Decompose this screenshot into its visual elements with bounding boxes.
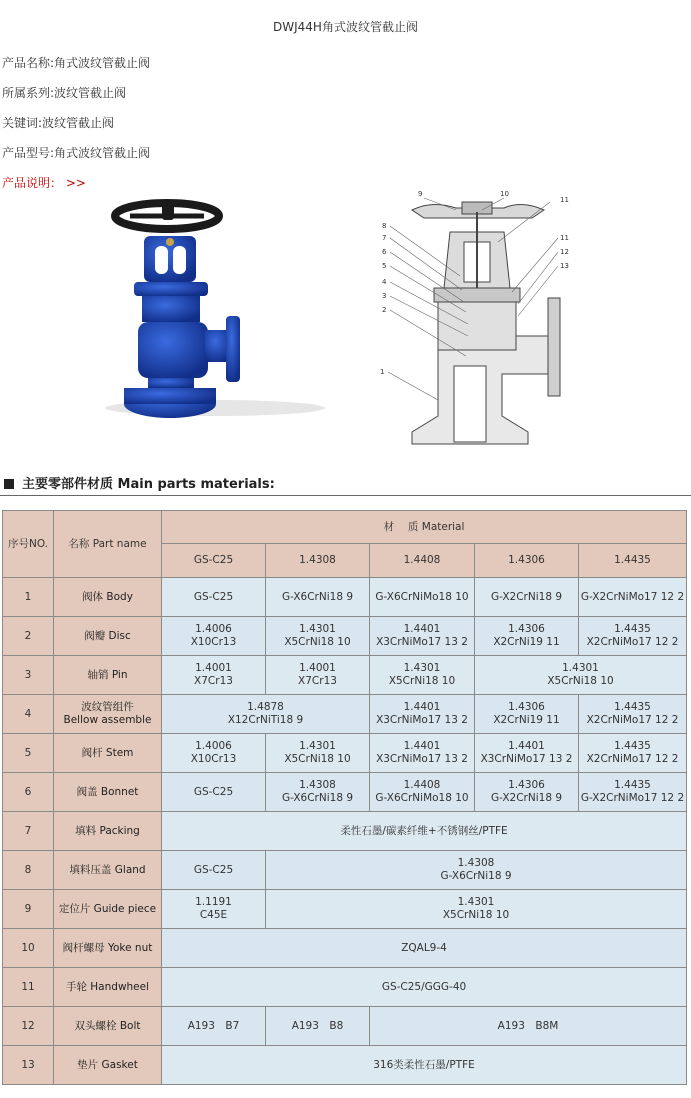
material-cell: 316类柔性石墨/PTFE (162, 1046, 687, 1085)
material-cell: A193 B8 (266, 1007, 370, 1046)
material-cell: 1.4001 X7Cr13 (266, 656, 370, 695)
material-cell: 1.4878 X12CrNiTi18 9 (162, 695, 370, 734)
part-name: 阀盖 Bonnet (54, 773, 162, 812)
row-number: 6 (3, 773, 54, 812)
material-cell: 1.4435 X2CrNiMo17 12 2 (579, 617, 687, 656)
grade-header: 1.4308 (266, 544, 370, 578)
material-cell: 柔性石墨/碳素纤维+不锈钢丝/PTFE (162, 812, 687, 851)
table-row (3, 968, 687, 1007)
part-name: 垫片 Gasket (54, 1046, 162, 1085)
section-title-text: 主要零部件材质 Main parts materials: (22, 477, 275, 492)
page-title: DWJ44H角式波纹管截止阀 (273, 20, 418, 34)
part-name: 阀瓣 Disc (54, 617, 162, 656)
table-row (3, 695, 687, 734)
material-cell: GS-C25/GGG-40 (162, 968, 687, 1007)
section-title (4, 473, 275, 492)
material-cell: G-X2CrNi18 9 (475, 578, 579, 617)
material-cell: 1.4301 X5CrNi18 10 (370, 656, 475, 695)
material-cell: 1.4301 X5CrNi18 10 (266, 734, 370, 773)
row-number: 11 (3, 968, 54, 1007)
product-keywords: 关键词:波纹管截止阀 (2, 116, 115, 130)
table-row (3, 1007, 687, 1046)
row-number: 7 (3, 812, 54, 851)
table-row (3, 773, 687, 812)
part-name: 手轮 Handwheel (54, 968, 162, 1007)
part-name: 波纹管组件 Bellow assemble (54, 695, 162, 734)
material-cell: 1.4001 X7Cr13 (162, 656, 266, 695)
svg-text:11: 11 (560, 234, 569, 242)
row-number: 8 (3, 851, 54, 890)
table-row (3, 929, 687, 968)
part-name: 阀杆螺母 Yoke nut (54, 929, 162, 968)
row-number: 9 (3, 890, 54, 929)
svg-text:7: 7 (382, 234, 387, 242)
part-name: 填料 Packing (54, 812, 162, 851)
row-number: 13 (3, 1046, 54, 1085)
table-row (3, 890, 687, 929)
material-cell: 1.4301 X5CrNi18 10 (475, 656, 687, 695)
valve-section-drawing (372, 186, 684, 448)
svg-text:4: 4 (382, 278, 387, 286)
svg-text:8: 8 (382, 222, 387, 230)
product-model: 产品型号:角式波纹管截止阀 (2, 146, 151, 160)
material-cell: 1.4401 X3CrNiMo17 13 2 (475, 734, 579, 773)
material-cell: 1.4408 G-X6CrNiMo18 10 (370, 773, 475, 812)
materials-table (2, 510, 687, 1085)
material-cell: 1.4308 G-X6CrNi18 9 (266, 851, 687, 890)
material-cell: 1.4401 X3CrNiMo17 13 2 (370, 695, 475, 734)
material-cell: 1.4306 X2CrNi19 11 (475, 617, 579, 656)
material-cell: G-X2CrNiMo17 12 2 (579, 578, 687, 617)
table-row (3, 812, 687, 851)
part-name: 轴销 Pin (54, 656, 162, 695)
material-cell: 1.4435 X2CrNiMo17 12 2 (579, 734, 687, 773)
row-number: 4 (3, 695, 54, 734)
grade-header: GS-C25 (162, 544, 266, 578)
material-cell: ZQAL9-4 (162, 929, 687, 968)
grade-header: 1.4306 (475, 544, 579, 578)
row-number: 1 (3, 578, 54, 617)
header-part-name: 名称 Part name (54, 511, 162, 578)
part-name: 定位片 Guide piece (54, 890, 162, 929)
material-cell: GS-C25 (162, 851, 266, 890)
table-row (3, 578, 687, 617)
material-cell: 1.4435 G-X2CrNiMo17 12 2 (579, 773, 687, 812)
table-row (3, 734, 687, 773)
material-cell: GS-C25 (162, 578, 266, 617)
product-name: 产品名称:角式波纹管截止阀 (2, 56, 151, 70)
svg-text:10: 10 (500, 190, 509, 198)
header-no: 序号NO. (3, 511, 54, 578)
row-number: 2 (3, 617, 54, 656)
part-name: 阀体 Body (54, 578, 162, 617)
product-series: 所属系列:波纹管截止阀 (2, 86, 127, 100)
material-cell: 1.1191 C45E (162, 890, 266, 929)
material-cell: 1.4301 X5CrNi18 10 (266, 617, 370, 656)
row-number: 12 (3, 1007, 54, 1046)
part-name: 阀杆 Stem (54, 734, 162, 773)
material-cell: 1.4308 G-X6CrNi18 9 (266, 773, 370, 812)
material-cell: 1.4435 X2CrNiMo17 12 2 (579, 695, 687, 734)
part-name: 填料压盖 Gland (54, 851, 162, 890)
svg-text:2: 2 (382, 306, 387, 314)
svg-text:6: 6 (382, 248, 387, 256)
table-row (3, 1046, 687, 1085)
table-row (3, 617, 687, 656)
row-number: 10 (3, 929, 54, 968)
material-cell: A193 B7 (162, 1007, 266, 1046)
svg-text:9: 9 (418, 190, 423, 198)
svg-text:13: 13 (560, 262, 569, 270)
header-material: 材 质 Material (162, 511, 687, 544)
divider (0, 495, 691, 496)
svg-text:5: 5 (382, 262, 387, 270)
material-cell: G-X6CrNi18 9 (266, 578, 370, 617)
material-cell: 1.4401 X3CrNiMo17 13 2 (370, 617, 475, 656)
valve-photo (100, 188, 330, 450)
material-cell: 1.4401 X3CrNiMo17 13 2 (370, 734, 475, 773)
grade-header: 1.4408 (370, 544, 475, 578)
material-cell: G-X6CrNiMo18 10 (370, 578, 475, 617)
row-number: 5 (3, 734, 54, 773)
material-cell: 1.4006 X10Cr13 (162, 617, 266, 656)
row-number: 3 (3, 656, 54, 695)
material-cell: 1.4306 X2CrNi19 11 (475, 695, 579, 734)
material-cell: 1.4306 G-X2CrNi18 9 (475, 773, 579, 812)
grade-header: 1.4435 (579, 544, 687, 578)
square-bullet-icon (4, 479, 14, 489)
product-description-link[interactable]: 产品说明： >> (2, 176, 86, 190)
material-cell: 1.4301 X5CrNi18 10 (266, 890, 687, 929)
svg-text:3: 3 (382, 292, 387, 300)
material-cell: 1.4006 X10Cr13 (162, 734, 266, 773)
svg-text:1: 1 (380, 368, 385, 376)
svg-text:11: 11 (560, 196, 569, 204)
svg-text:12: 12 (560, 248, 569, 256)
table-row (3, 656, 687, 695)
part-name: 双头螺栓 Bolt (54, 1007, 162, 1046)
material-cell: A193 B8M (370, 1007, 687, 1046)
material-cell: GS-C25 (162, 773, 266, 812)
table-row (3, 851, 687, 890)
